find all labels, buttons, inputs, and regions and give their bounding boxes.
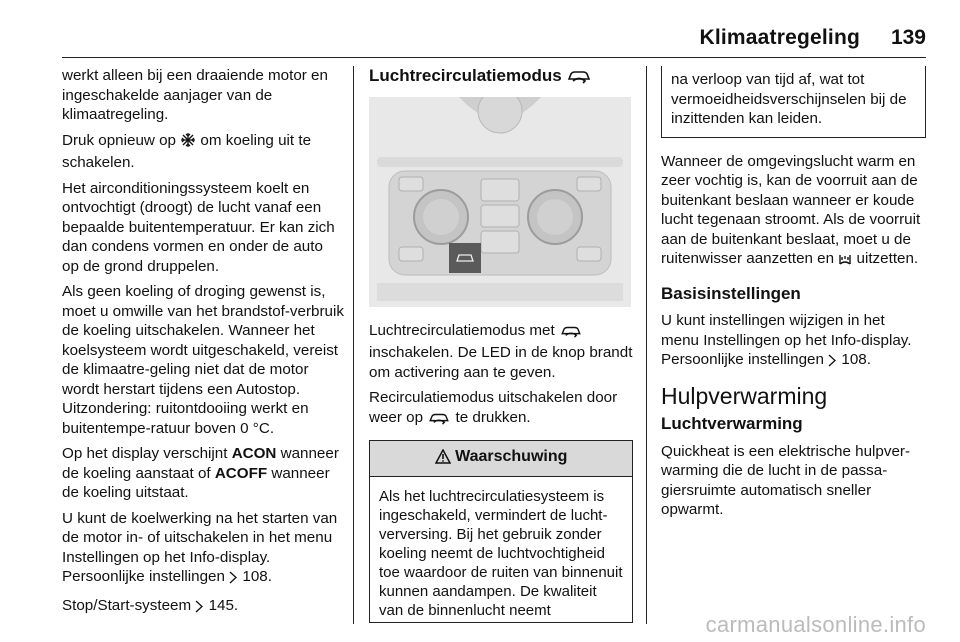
climate-control-panel-image: [369, 97, 631, 307]
text: U kunt instellingen wijzigen in het menu Instellingen op het Info-display. Persoonlijke instellingen: [661, 312, 912, 368]
paragraph: [62, 596, 344, 619]
page-ref-arrow-icon: [828, 353, 837, 373]
text: U kunt de koelwerking na het starten van de motor in- of uitschakelen in het menu Instellingen op het Info-display. Persoonlijke instellingen: [62, 509, 338, 585]
acoff-label: ACOFF: [214, 464, 268, 482]
paragraph: [62, 444, 344, 503]
recirculation-icon: [566, 68, 592, 89]
section-heading: Luchtverwarming: [661, 414, 803, 433]
chapter-heading: Hulpverwarming: [661, 382, 828, 409]
page-reference[interactable]: 145.: [208, 596, 239, 614]
text: om koeling uit te schakelen.: [62, 131, 312, 171]
text: wanneer de koeling uitstaat.: [62, 464, 330, 501]
column-3: [661, 66, 926, 526]
warning-text: Als het luchtrecirculatiesysteem is ingeschakeld, vermindert de lucht-verversing. Bij het gebruik zonder koeling neemt de luchtvochtigheid toe waardoor de ruiten van binnenuit kunnen aandampen. De kwaliteit van de binnenlucht neemt: [379, 487, 623, 619]
paragraph: Als geen koeling of droging gewenst is, moet u omwille van het brandstof-verbruik de koeling uitschakelen. Wanneer het koelsysteem wordt uitgeschakeld, vereist de klimaatre-geling niet dat de motor wordt herstart tijdens een Autostop. Uitzondering: ruitontdooiing werkt en buitentempe-ratuur boven 0 °C.: [62, 283, 344, 437]
warning-text: na verloop van tijd af, wat tot vermoeidheidsverschijnselen bij de inzittenden kan leiden.: [671, 71, 907, 127]
paragraph: Het airconditioningssysteem koelt en ontvochtigt (droogt) de lucht vanaf een bepaalde buitentemperatuur. Er kan zich dan condens vormen en onder de auto op de grond druppelen.: [62, 179, 335, 275]
column-2: [369, 66, 633, 623]
paragraph: [369, 321, 633, 383]
warning-title: Waarschuwing: [455, 448, 568, 465]
warning-header: [370, 441, 632, 477]
section-heading: [369, 66, 633, 89]
acon-label: ACON: [231, 445, 277, 462]
heading-text: Luchtrecirculatiemodus: [369, 66, 562, 85]
page-reference[interactable]: 108.: [841, 351, 871, 368]
section-heading: Basisinstellingen: [661, 283, 801, 303]
column-divider: [353, 66, 354, 624]
snowflake-icon: [180, 132, 196, 154]
paragraph: werkt alleen bij een draaiende motor en ingeschakelde aanjager van de klimaatregeling.: [62, 67, 328, 123]
text: wanneer de koeling aanstaat of: [62, 445, 339, 482]
warning-box-continued: [661, 66, 926, 138]
text: Luchtrecirculatiemodus met: [369, 321, 559, 339]
paragraph: Quickheat is een elektrische hulpver-warming die de lucht in de passa-giersruimte automatisch sneller opwarmt.: [661, 442, 911, 518]
text: Wanneer de omgevingslucht warm en zeer vochtig is, kan de voorruit aan de buitenkant beslaan wanneer er koude lucht tegenaan stroomt. Als de voorruit aan de buitenkant beslaat, moet u de ruitenwisser aanzetten en: [661, 152, 921, 267]
column-divider: [646, 66, 647, 624]
text: Recirculatiemodus uitschakelen door weer op: [369, 389, 618, 426]
paragraph: [661, 152, 926, 272]
text: Op het display verschijnt: [62, 445, 232, 462]
column-1: [62, 66, 344, 624]
section-title: Klimaatregeling: [699, 26, 860, 49]
text: Stop/Start-systeem: [62, 596, 196, 614]
page-number: 139: [890, 26, 926, 49]
warning-triangle-icon: [435, 449, 451, 470]
paragraph: [661, 311, 926, 373]
page-reference[interactable]: 108.: [242, 568, 272, 585]
page-ref-arrow-icon: [229, 570, 238, 590]
watermark: carmanualsonline.info: [705, 612, 926, 637]
text: uitzetten.: [852, 250, 919, 267]
page-ref-arrow-icon: [195, 599, 204, 619]
text: Druk opnieuw op: [62, 131, 181, 149]
paragraph: [62, 131, 344, 173]
text: te drukken.: [451, 408, 531, 426]
paragraph: [369, 388, 633, 430]
page-header: [0, 0, 960, 56]
header-rule: [62, 57, 926, 58]
text: inschakelen. De LED in de knop brandt om activering aan te geven.: [369, 344, 633, 381]
recirculation-icon: [559, 324, 583, 344]
paragraph: [62, 509, 344, 590]
warning-box: [369, 440, 633, 623]
wiper-icon: [838, 252, 852, 272]
recirculation-icon: [427, 411, 451, 431]
